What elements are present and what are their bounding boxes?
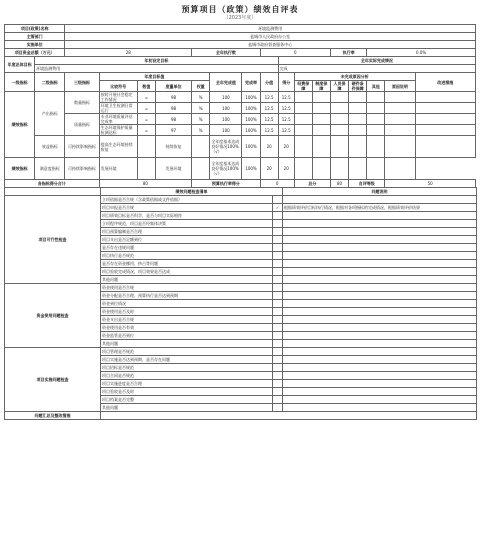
checklist-reply (283, 356, 477, 364)
checklist-item: 是否存在违规问题 (101, 244, 273, 252)
cat-benefit: 效益指标 (35, 136, 65, 158)
checklist-reply (283, 308, 477, 316)
row-2-done: 100 (210, 114, 242, 125)
checklist-checkbox[interactable] (273, 388, 283, 396)
checklist-table (4, 187, 477, 420)
checklist-checkbox[interactable] (273, 348, 283, 356)
checklist-reply (283, 300, 477, 308)
row-4-val: 持续恢复 (155, 136, 191, 158)
checklist-checkbox[interactable] (273, 308, 283, 316)
project-name-label: 项目(政策)名称 (5, 25, 65, 33)
col-deviation: 未完成原因分析 (294, 73, 415, 81)
checklist-reply (283, 404, 477, 412)
checklist-item: 项目管理是否规范 (101, 348, 273, 356)
total-score-label: 各指标得分合计 (5, 180, 100, 188)
row-4-rate: 100% (242, 136, 260, 158)
checklist-item: 项目验收是否及时 (101, 388, 273, 396)
checklist-checkbox[interactable] (273, 324, 283, 332)
row-5-done: 全年度基本达成良好情况100%（√） (210, 158, 242, 180)
goal-set-text: 环境监测费用 (35, 65, 278, 73)
col-complete-rate: 完成率 (242, 73, 260, 92)
checklist-item: 资金支出是否合规 (101, 316, 273, 324)
checklist-item: 项目合同是否规范 (101, 372, 273, 380)
col-dev-c: 人员保障 (330, 81, 348, 92)
checklist-checkbox[interactable] (273, 276, 283, 284)
row-0-s: 12.5 (278, 92, 294, 103)
checklist-reply (283, 332, 477, 340)
checklist-item: 其他问题 (101, 404, 273, 412)
checklist-item: 项目招标是否规范 (101, 364, 273, 372)
checklist-reply (283, 244, 477, 252)
grade-label: 自评等级 (349, 180, 385, 188)
checklist-checkbox[interactable] (273, 244, 283, 252)
row-2-w: 12.5 (260, 114, 278, 125)
checklist-item: 是否存在资金挪用、挤占等问题 (101, 260, 273, 268)
checklist-item: 立项程序规范，项目是否经集体决策 (101, 220, 273, 228)
col-value: 数值 (137, 81, 155, 92)
checklist-item: 项目预算编制是否合理 (101, 228, 273, 236)
col-dev-a: 经费保障 (294, 81, 312, 92)
checklist-reply (283, 340, 477, 348)
checklist-final-value (101, 412, 477, 420)
row-2-third: 专业环境质量评估完成率 (99, 114, 137, 125)
dept-value: 盐城市人民政府办公室 (65, 33, 476, 41)
checklist-reply (283, 372, 477, 380)
col-weight: 权重 (192, 81, 210, 92)
checklist-reply (283, 316, 477, 324)
checklist-reply (283, 380, 477, 388)
row-5-val: 发展环境 (155, 158, 191, 180)
checklist-checkbox[interactable] (273, 260, 283, 268)
checklist-checkbox[interactable] (273, 220, 283, 228)
col-dev-f: 原因说明 (385, 81, 415, 92)
col-first-indicator: 一级指标 (5, 73, 35, 92)
row-3-w: 12.5 (260, 125, 278, 136)
grade-value: 50 (385, 180, 476, 188)
checklist-checkbox[interactable] (273, 292, 283, 300)
indicator-table (4, 24, 476, 188)
checklist-checkbox[interactable] (273, 356, 283, 364)
cat-perf-2: 绩效指标 (5, 158, 35, 180)
checklist-section-0: 项目可行性检查 (5, 196, 101, 284)
col-second-indicator: 二级指标 (35, 73, 65, 92)
checklist-checkbox[interactable] (273, 300, 283, 308)
checklist-item: 资金使用是否有效 (101, 324, 273, 332)
checklist-item: 资金分配是否合理、预算执行是否达到预期 (101, 292, 273, 300)
checklist-item: 资金使用是否及时 (101, 308, 273, 316)
col-year-target: 年度目标值 (99, 73, 210, 81)
row-1-cmp: = (137, 103, 155, 114)
checklist-section-1: 资金使用问题检查 (5, 284, 101, 348)
checklist-reply (283, 228, 477, 236)
checklist-reply (283, 388, 477, 396)
checklist-reply (283, 284, 477, 292)
check-icon: ✓ (275, 205, 280, 210)
checklist-item: 项目执行是否规范 (101, 252, 273, 260)
budget-score-label: 预算执行率得分 (192, 180, 260, 188)
checklist-final-label: 问题汇总及整改措施 (5, 412, 101, 420)
checklist-item: 其他问题 (101, 276, 273, 284)
row-1-w: 12.5 (260, 103, 278, 114)
evaluation-sheet (4, 4, 476, 420)
funds-value: 28 (65, 49, 192, 57)
row-5-w: 20 (260, 158, 278, 180)
checklist-reply (283, 396, 477, 404)
cat-quantity: 数量指标 (65, 92, 99, 114)
row-2-s: 12.5 (278, 114, 294, 125)
checklist-blank (5, 188, 101, 196)
checklist-item: 项目验收完成情况，项目效果是否达成 (101, 268, 273, 276)
row-4-third: 提高生态环境持续恢复 (99, 136, 137, 158)
row-0-w: 12.5 (260, 92, 278, 103)
checklist-reply (283, 324, 477, 332)
row-0-val: 98 (155, 92, 191, 103)
checklist-reply (283, 292, 477, 300)
row-5-unit (192, 158, 210, 180)
checklist-reply (283, 268, 477, 276)
row-1-done: 100 (210, 103, 242, 114)
checklist-item: 立项依据是否合规（含政策依据或文件依据） (101, 196, 273, 204)
page-subtitle: （2023年度） (223, 15, 257, 21)
checklist-item: 项目申报是否合规 (101, 204, 273, 212)
cat-quality: 质量指标 (65, 114, 99, 136)
row-4-w: 20 (260, 136, 278, 158)
row-5-s: 20 (278, 158, 294, 180)
checklist-header: 绩效问题检查清单 (101, 188, 283, 196)
row-1-third: 环境卫生检测日常运行 (99, 103, 137, 114)
unit-label: 实施单位 (5, 41, 65, 49)
row-2-rate: 100% (242, 114, 260, 125)
row-4-unit (192, 136, 210, 158)
annual-value: 0 (260, 49, 330, 57)
budget-score-value: 0 (260, 180, 294, 188)
checklist-checkbox[interactable] (273, 340, 283, 348)
checklist-item: 项目实施进度是否合理 (101, 380, 273, 388)
project-name-value: 环境监测费用 (65, 25, 476, 33)
checklist-checkbox[interactable] (273, 316, 283, 324)
year-goal-label: 年度总体目标 (5, 57, 35, 73)
checklist-reply-header: 问题说明 (283, 188, 477, 196)
cat-perf: 绩效指标 (5, 92, 35, 158)
checklist-checkbox[interactable] (273, 196, 283, 204)
row-0-third: 按时开展社会稳定工作情况 (99, 92, 137, 103)
goal-actual-header: 全年实际完成情况 (278, 57, 475, 65)
checklist-reply (283, 348, 477, 356)
checklist-checkbox[interactable] (273, 380, 283, 388)
row-3-rate: 100% (242, 125, 260, 136)
checklist-item: 资金到位情况 (101, 300, 273, 308)
unit-value: 盐城市政府督查服务中心 (65, 41, 476, 49)
checklist-checkbox[interactable] (273, 284, 283, 292)
checklist-checkbox[interactable] (273, 364, 283, 372)
checklist-reply (283, 220, 477, 228)
row-1-s: 12.5 (278, 103, 294, 114)
page-title: 预算项目（政策）绩效自评表 (181, 5, 299, 14)
col-dev-b: 制度保障 (312, 81, 330, 92)
checklist-item: 项目绩效目标是否科学，是否与项目实际相符 (101, 212, 273, 220)
col-annual-done: 全年完成值 (210, 73, 242, 92)
cat-satis: 满意度指标 (35, 158, 65, 180)
dept-label: 主管部门 (5, 33, 65, 41)
checklist-reply (283, 276, 477, 284)
checklist-checkbox[interactable] (273, 236, 283, 244)
checklist-reply (283, 212, 477, 220)
funds-label: 项目资金总额（万元） (5, 49, 65, 57)
row-4-done: 全年度基本达成良好情况100%（√） (210, 136, 242, 158)
exec-rate-label: 执行率 (330, 49, 366, 57)
exec-rate-value: 0.0% (367, 49, 476, 57)
row-0-unit: % (192, 92, 210, 103)
checklist-item: 资金使用是否合规 (101, 284, 273, 292)
row-3-cmp: = (137, 125, 155, 136)
row-0-rate: 100% (242, 92, 260, 103)
cat-sustain-2: 可持续影响指标 (65, 158, 99, 180)
checklist-reply (283, 364, 477, 372)
row-3-unit: % (192, 125, 210, 136)
row-3-third: 生态环境保护质量检测达标 (99, 125, 137, 136)
col-third-indicator: 三级指标 (65, 73, 99, 92)
row-3-done: 100 (210, 125, 242, 136)
row-0-cmp: = (137, 92, 155, 103)
row-5-cmp (137, 158, 155, 180)
checklist-checkbox[interactable] (273, 404, 283, 412)
row-0-done: 100 (210, 92, 242, 103)
checklist-reply (283, 252, 477, 260)
checklist-reply: 根据绩效评价目标执行情况，根据对各项指标的完成情况，根据绩效评价结果 (283, 204, 477, 212)
col-dev-d: 硬件条件保障 (349, 81, 367, 92)
overall-value: 80 (330, 180, 348, 188)
checklist-checkbox[interactable] (273, 212, 283, 220)
checklist-checkbox[interactable] (273, 252, 283, 260)
checklist-item: 其他问题 (101, 340, 273, 348)
checklist-item: 资金监管是否到位 (101, 332, 273, 340)
col-full-score: 分值 (260, 73, 278, 92)
checklist-reply (283, 236, 477, 244)
col-score: 得分 (278, 73, 294, 92)
col-compare: 比较符号 (99, 81, 137, 92)
checklist-checkbox[interactable] (273, 268, 283, 276)
checklist-checkbox[interactable] (273, 372, 283, 380)
checklist-checkbox[interactable] (273, 332, 283, 340)
checklist-reply (283, 196, 477, 204)
cat-sustain: 可持续影响指标 (65, 136, 99, 158)
checklist-checkbox[interactable] (273, 228, 283, 236)
row-4-cmp (137, 136, 155, 158)
row-1-rate: 100% (242, 103, 260, 114)
checklist-item: 项目档案是否完整 (101, 396, 273, 404)
row-2-cmp: = (137, 114, 155, 125)
col-improve: 改进措施 (415, 73, 476, 92)
cat-output: 产出指标 (35, 92, 65, 136)
overall-label: 总分 (294, 180, 330, 188)
row-2-val: 98 (155, 114, 191, 125)
row-1-val: 98 (155, 103, 191, 114)
checklist-reply (283, 260, 477, 268)
row-3-val: 97 (155, 125, 191, 136)
checklist-item: 项目实施是否达到预期、是否存在问题 (101, 356, 273, 364)
total-score-value: 80 (99, 180, 192, 188)
checklist-item: 项目支出是否足额到位 (101, 236, 273, 244)
col-dev-e: 其他 (367, 81, 385, 92)
col-unit: 度量单位 (155, 81, 191, 92)
goal-actual-text: 完成 (278, 65, 475, 73)
annual-label: 全年执行数 (192, 49, 260, 57)
goal-set-header: 年初设定目标 (35, 57, 278, 65)
row-1-unit: % (192, 103, 210, 114)
row-2-unit: % (192, 114, 210, 125)
row-3-s: 12.5 (278, 125, 294, 136)
row-5-rate: 100% (242, 158, 260, 180)
row-5-third: 发展环境 (99, 158, 137, 180)
checklist-checkbox[interactable] (273, 396, 283, 404)
checklist-section-2: 项目实施问题检查 (5, 348, 101, 412)
row-4-s: 20 (278, 136, 294, 158)
checklist-checkbox[interactable] (273, 204, 283, 212)
